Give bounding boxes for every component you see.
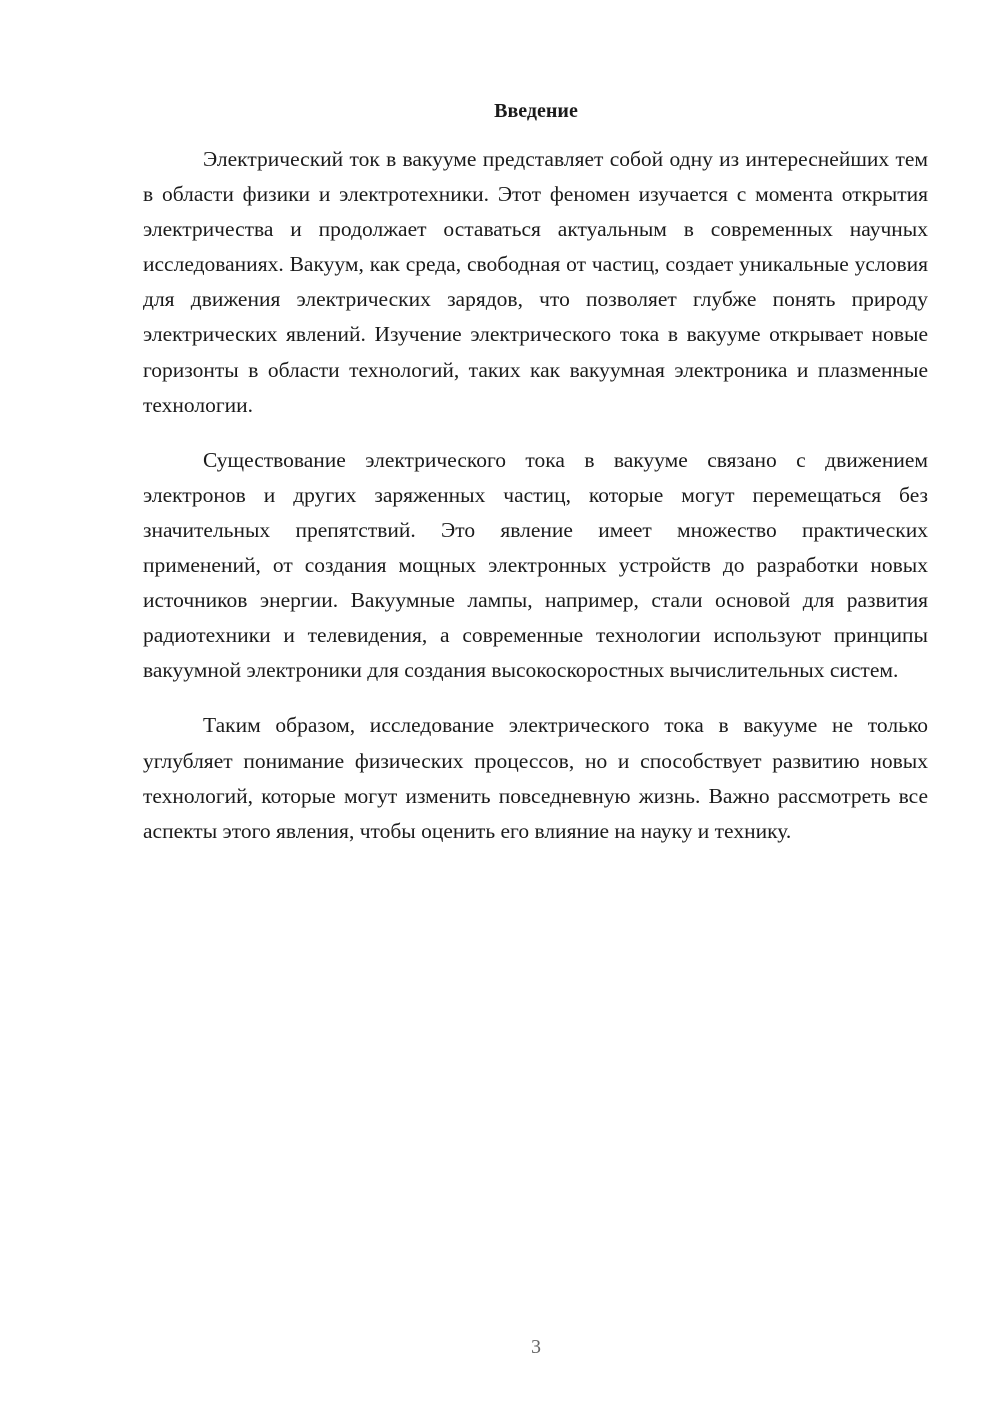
paragraph-2: Существование электрического тока в вакууме связано с движением электронов и других заряженных частиц, которые могут перемещаться без значительных препятствий. Это явление имеет множество практических применений, от создания мощных электронных устройств до разработки новых источников энергии. Вакуумные лампы, например, стали основой для развития радиотехники и телевидения, а современные технологии используют принципы вакуумной электроники для создания высокоскоростных вычислительных систем.	[143, 447, 928, 683]
paragraph-3: Таким образом, исследование электрического тока в вакууме не только углубляет понимание физических процессов, но и способствует развитию новых технологий, которые могут изменить повседневную жизнь. Важно рассмотреть все аспекты этого явления, чтобы оценить его влияние на науку и технику.	[143, 713, 928, 843]
body-text	[143, 142, 928, 849]
page-number: 3	[531, 1336, 541, 1358]
section-heading: Введение	[494, 100, 578, 122]
paragraph-1: Электрический ток в вакууме представляет собой одну из интереснейших тем в области физики и электротехники. Этот феномен изучается с момента открытия электричества и продолжает оставаться актуальным в современных научных исследованиях. Вакуум, как среда, свободная от частиц, создает уникальные условия для движения электрических зарядов, что позволяет глубже понять природу электрических явлений. Изучение электрического тока в вакууме открывает новые горизонты в области технологий, таких как вакуумная электроника и плазменные технологии.	[143, 147, 928, 417]
